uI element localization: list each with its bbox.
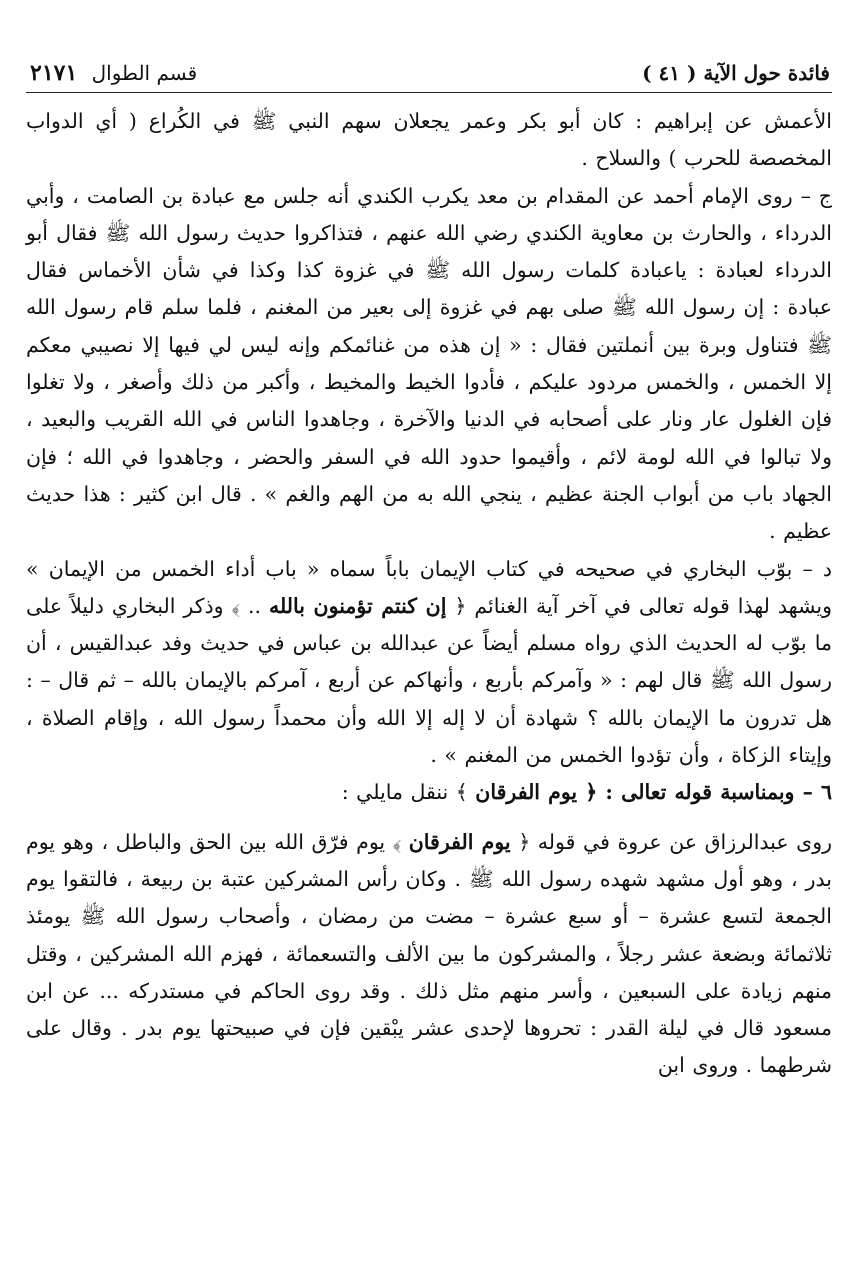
page-header bbox=[26, 58, 832, 93]
running-title: فائدة حول الآية ( ٤١ ) bbox=[642, 61, 830, 85]
paragraph-2: ج – روى الإمام أحمد عن المقدام بن معد يكرب الكندي أنه جلس مع عبادة بن الصامت ، وأبي الدرداء ، والحارث بن معاوية الكندي رضي الله عنهم ، فتذاكروا حديث رسول الله ﷺ فقال أبو الدرداء لعبادة : ياعبادة كلمات رسول الله ﷺ في غزوة كذا وكذا في شأن الأخماس فقال عبادة : إن رسول الله ﷺ صلى بهم في غزوة إلى بعير من المغنم ، فلما سلم قام رسول الله ﷺ فتناول وبرة بين أنملتين فقال : « إن هذه من غنائمكم وإنه ليس لي فيها إلا نصيبي معكم إلا الخمس ، والخمس مردود عليكم ، فأدوا الخيط والمخيط ، وأكبر من ذلك وأصغر ، ولا تغلوا فإن الغلول عار ونار على أصحابه في الدنيا والآخرة ، وجاهدوا الناس في الله القريب والبعيد ، ولا تبالوا في الله لومة لائم ، وأقيموا حدود الله في السفر والحضر ، وجاهدوا في الله ؛ فإن الجهاد باب من أبواب الجنة عظيم ، ينجي الله به من الهم والغم » . قال ابن كثير : هذا حديث عظيم . bbox=[26, 183, 832, 544]
paragraph-5 bbox=[26, 824, 832, 1085]
quranic-quote: إن كنتم تؤمنون بالله bbox=[268, 593, 447, 618]
page-number: ٢١٧١ bbox=[30, 60, 78, 86]
section-title: قسم الطوال bbox=[91, 61, 198, 85]
quranic-quote: يوم الفرقان bbox=[408, 829, 511, 854]
paragraph-1: الأعمش عن إبراهيم : كان أبو بكر وعمر يجعلان سهم النبي ﷺ في الكُراع ( أي الدواب المخصصة للحرب ) والسلاح . bbox=[26, 109, 832, 171]
paragraph-4 bbox=[26, 774, 832, 811]
header-section bbox=[30, 58, 197, 88]
paragraph-3-end: .. ﴾ وذكر البخاري دليلاً على ما بوّب له الحديث الذي رواه مسلم أيضاً عن عبدالله بن عباس في حديث وفد عبدالقيس ، أن رسول الله ﷺ قال لهم : « وآمركم بأربع ، وأنهاكم عن أربع ، آمركم بالإيمان بالله – ثم قال – : هل تدرون ما الإيمان بالله ؟ شهادة أن لا إله إلا الله وأن محمداً رسول الله ، وإقام الصلاة ، وإيتاء الزكاة ، وأن تؤدوا الخمس من المغنم » . bbox=[26, 593, 832, 768]
page-body bbox=[26, 103, 832, 1085]
paragraph-5-end: ﴾ يوم فرّق الله بين الحق والباطل ، وهو يوم بدر ، وهو أول مشهد شهده رسول الله ﷺ . وكان رأس المشركين عتبة بن ربيعة ، فالتقوا يوم الجمعة لتسع عشرة – أو سبع عشرة – مضت من رمضان ، وأصحاب رسول الله ﷺ يومئذ ثلاثمائة وبضعة عشر رجلاً ، والمشركون ما بين الألف والتسعمائة ، فهزم الله المشركين ، وقتل منهم زيادة على السبعين ، وأسر منهم مثل ذلك . وقد روى الحاكم في مستدركه ... عن ابن مسعود قال في ليلة القدر : تحروها لإحدى عشر يبْقين فإن في صبيحتها يوم بدر . وقال على شرطهما . وروى ابن bbox=[26, 829, 832, 1078]
paragraph-3-start: د – بوّب البخاري في صحيحه في كتاب الإيمان باباً سماه « باب أداء الخمس من الإيمان » ويشهد لهذا قوله تعالى في آخر آية الغنائم ﴿ bbox=[26, 556, 832, 618]
paragraph-4-end: ﴾ ننقل مايلي : bbox=[341, 780, 476, 805]
paragraph-4-start: ٦ – وبمناسبة قوله تعالى : ﴿ bbox=[577, 780, 832, 805]
paragraph-5-start: روى عبدالرزاق عن عروة في قوله ﴿ bbox=[510, 829, 833, 854]
quranic-quote: يوم الفرقان bbox=[475, 780, 578, 805]
paragraph-3 bbox=[26, 551, 832, 775]
